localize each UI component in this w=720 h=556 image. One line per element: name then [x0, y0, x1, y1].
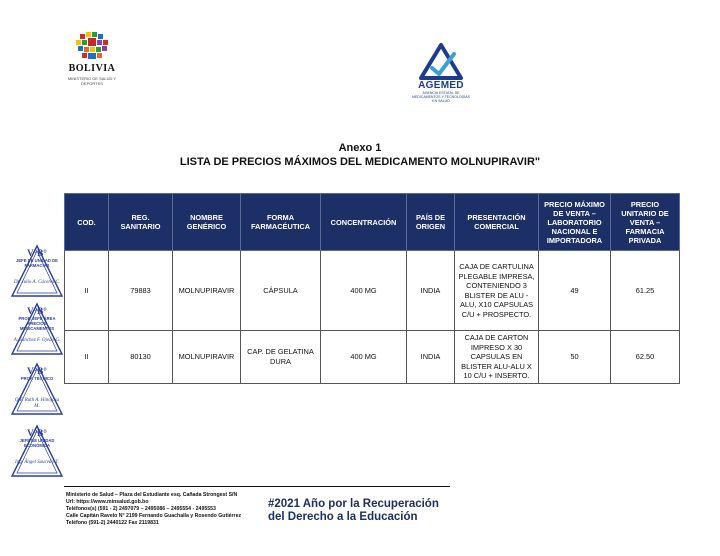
- cell-reg: 79883: [109, 251, 173, 331]
- price-table: [64, 193, 680, 384]
- cell-name: MOLNUPIRAVIR: [173, 331, 241, 384]
- cell-price-max: 50: [539, 331, 611, 384]
- cell-reg: 80130: [109, 331, 173, 384]
- cell-conc: 400 MG: [321, 251, 407, 331]
- footer-slogan: [268, 498, 468, 523]
- table-row: [65, 331, 680, 384]
- cell-cod: II: [65, 331, 109, 384]
- stamp-vb: V°B°: [27, 306, 47, 316]
- cell-presentation: CAJA DE CARTULINA PLEGABLE IMPRESA, CONTENIENDO 3 BLISTER DE ALU - ALU, X10 CAPSULAS C/U + PROSPECTO.: [455, 251, 539, 331]
- cell-price-max: 49: [539, 251, 611, 331]
- header-cod: COD.: [65, 194, 109, 251]
- cell-price-unit: 62.50: [611, 331, 680, 384]
- stamp-text: JEFE DE UNIDAD ECONÓMICA: [19, 438, 55, 448]
- stamp-vb: V°B°: [27, 366, 47, 376]
- cell-form: CAP. DE GELATINA DURA: [241, 331, 321, 384]
- stamp-signature: Q.F. Ruth A. Hinojosa M.: [14, 398, 60, 409]
- approval-stamp: [10, 244, 64, 302]
- bolivia-emblem-icon: [70, 32, 114, 62]
- cell-price-unit: 61.25: [611, 251, 680, 331]
- slogan-line: del Derecho a la Educación: [268, 510, 418, 523]
- header-concentracion: CONCENTRACIÓN: [321, 194, 407, 251]
- stamp-text: PROF. JEFE ÁREA PRECIOS MEDICAMENTOS: [18, 316, 56, 331]
- footer-address-line: Teléfonos(s) (591 - 2) 2497079 – 2495086 – 2495554 - 2495553: [66, 506, 216, 512]
- stamp-text: JEFE DE UNIDAD DE FARMACIAS: [16, 258, 58, 268]
- cell-country: INDIA: [407, 251, 455, 331]
- cell-form: CÁPSULA: [241, 251, 321, 331]
- footer-divider: [64, 486, 450, 487]
- stamp-signature: Ing. Ángel Saucedo T.: [15, 460, 59, 465]
- annex-title: Anexo 1: [338, 142, 382, 154]
- header-forma-farmaceutica: FORMA FARMACÉUTICA: [241, 194, 321, 251]
- stamp-vb: V°B°: [27, 428, 47, 438]
- stamp-text: PROF. TÉCNICO: [20, 376, 54, 381]
- header-nombre-generico: NOMBRE GENÉRICO: [173, 194, 241, 251]
- header-presentacion-comercial: PRESENTACIÓN COMERCIAL: [455, 194, 539, 251]
- header-precio-unitario: PRECIO UNITARIO DE VENTA – FARMACIA PRIVADA: [611, 194, 680, 251]
- bolivia-logo: [64, 32, 120, 86]
- cell-name: MOLNUPIRAVIR: [173, 251, 241, 331]
- footer-address-line: Url: https://www.minsalud.gob.bo: [66, 499, 149, 505]
- approval-stamp: [10, 302, 64, 360]
- stamp-signature: A. Sánchez F. Ojedo G.: [13, 338, 61, 343]
- footer-address-line: Ministerio de Salud – Plaza del Estudiante esq. Cañada Strongest S/N: [66, 492, 238, 498]
- table-header-row: [65, 194, 680, 251]
- header-pais-origen: PAÍS DE ORIGEN: [407, 194, 455, 251]
- agemed-logo-text: AGEMED: [418, 80, 464, 91]
- agemed-logo: [410, 42, 472, 103]
- cell-country: INDIA: [407, 331, 455, 384]
- cell-conc: 400 MG: [321, 331, 407, 384]
- slogan-line: #2021 Año por la Recuperación: [268, 498, 439, 510]
- footer-address: [66, 492, 286, 527]
- header-reg-sanitario: REG. SANITARIO: [109, 194, 173, 251]
- list-title: LISTA DE PRECIOS MÁXIMOS DEL MEDICAMENTO MOLNUPIRAVIR": [179, 156, 541, 168]
- ministry-subtitle: MINISTERIO DE SALUD Y DEPORTES: [67, 76, 117, 86]
- table-row: [65, 251, 680, 331]
- cell-cod: II: [65, 251, 109, 331]
- footer-address-line: Teléfono (591-2) 2440122 Fax 2119831: [66, 520, 159, 526]
- cell-presentation: CAJA DE CARTON IMPRESO X 30 CAPSULAS EN BLISTER ALU-ALU X 10 C/U + INSERTO.: [455, 331, 539, 384]
- footer-address-line: Calle Capitán Ravelo N° 2199 Fernando Guachalla y Rosendo Gutiérrez: [66, 513, 242, 519]
- stamp-vb: V°B°: [27, 248, 47, 258]
- agemed-emblem-icon: [416, 42, 466, 82]
- agemed-subtitle: AGENCIA ESTATAL DE MEDICAMENTOS Y TECNOLOGÍAS EN SALUD: [412, 91, 470, 103]
- header-precio-maximo: PRECIO MÁXIMO DE VENTA – LABORATORIO NACIONAL E IMPORTADORA: [539, 194, 611, 251]
- stamp-signature: Dr. Julio A. Cáceres C.: [13, 280, 61, 285]
- approval-stamp: [10, 424, 64, 482]
- approval-stamp: [10, 362, 64, 420]
- bolivia-logo-text: BOLIVIA: [68, 63, 116, 74]
